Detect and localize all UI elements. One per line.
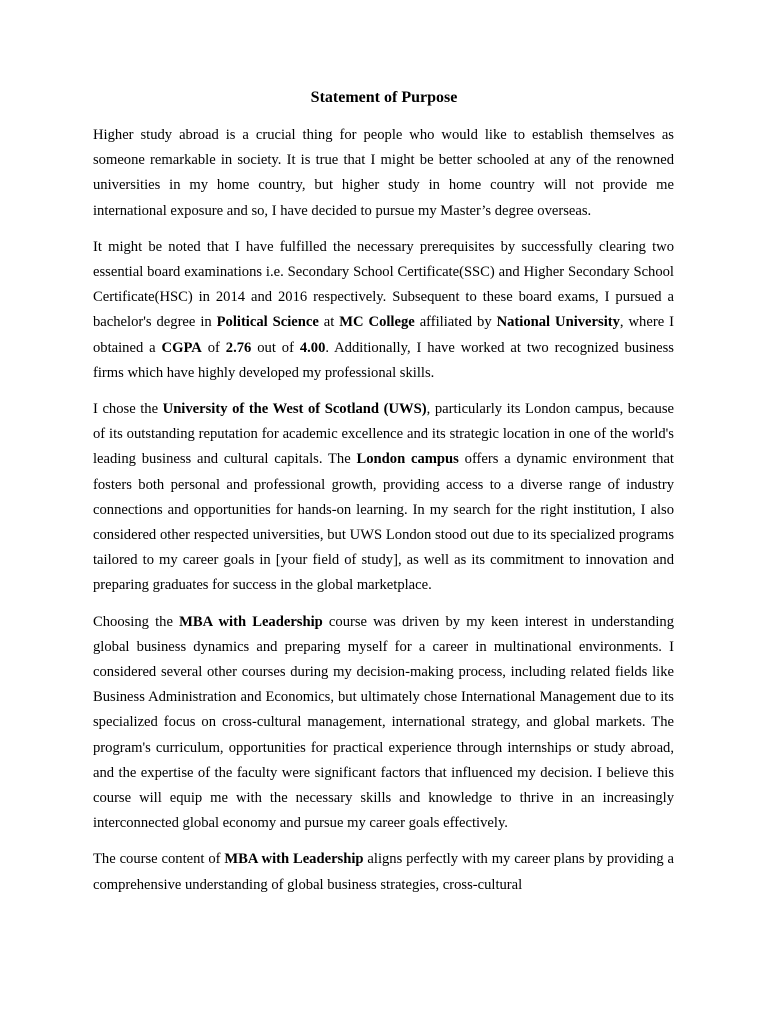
bold-text: 4.00 <box>299 339 326 356</box>
paragraph <box>93 235 674 386</box>
bold-text: London campus <box>356 451 459 468</box>
text-run: at <box>318 314 340 331</box>
text-run: . Additionally, I have worked at two recognized business firms which have highly developed my professional skills. <box>93 339 674 381</box>
text-run: It might be noted that I have fulfilled the necessary prerequisites by successfully clearing two essential board examinations i.e. Secondary School Certificate(SSC) and Higher Secondary School Certificate(HSC) in 2014 and 2016 respectively. Subsequent to these board exams, I pursued a bachelor's degree in <box>93 238 674 331</box>
bold-text: Political Science <box>216 314 319 331</box>
bold-text: 2.76 <box>225 339 252 356</box>
text-run: , where I obtained a <box>93 314 674 356</box>
text-run: offers a dynamic environment that fosters both personal and professional growth, providing access to a diverse range of industry connections and opportunities for hands-on learning. In my search for the right institution, I also considered other respected universities, but UWS London stood out due to its specialized programs tailored to my career goals in [your field of study], as well as its commitment to innovation and preparing graduates for success in the global marketplace. <box>93 451 674 594</box>
bold-text: MBA with Leadership <box>224 851 364 868</box>
bold-text: University of the West of Scotland (UWS) <box>162 401 427 418</box>
paragraph <box>93 123 674 224</box>
bold-text: MBA with Leadership <box>179 613 323 630</box>
document-title: Statement of Purpose <box>310 89 458 106</box>
bold-text: CGPA <box>161 339 202 356</box>
text-run: Higher study abroad is a crucial thing for people who would like to establish themselves as someone remarkable in society. It is true that I might be better schooled at any of the renowned universities in my home country, but higher study in home country will not provide me international exposure and so, I have decided to pursue my Master’s degree overseas. <box>93 127 674 219</box>
text-run: affiliated by <box>414 314 497 331</box>
text-run: Choosing the <box>93 613 180 630</box>
paragraph <box>93 610 674 837</box>
text-run: The course content of <box>93 851 225 868</box>
text-run: , particularly its London campus, because of its outstanding reputation for academic excellence and its strategic location in one of the world's leading business and cultural capitals. The <box>93 401 674 468</box>
bold-text: MC College <box>339 314 415 331</box>
text-run: course was driven by my keen interest in understanding global business dynamics and preparing myself for a career in multinational environments. I considered several other courses during my decision-making process, including related fields like Business Administration and Economics, but ultimately chose International Management due to its specialized focus on cross-cultural management, international strategy, and global markets. The program's curriculum, opportunities for practical experience through internships or study abroad, and the expertise of the faculty were significant factors that influenced my decision. I believe this course will equip me with the necessary skills and knowledge to thrive in an increasingly interconnected global economy and pursue my career goals effectively. <box>93 613 674 832</box>
text-run: aligns perfectly with my career plans by providing a comprehensive understanding of global business strategies, cross-cultural <box>93 851 675 893</box>
bold-text: National University <box>496 314 620 331</box>
text-run: of <box>201 339 226 356</box>
paragraph <box>93 847 674 897</box>
text-run: out of <box>251 339 300 356</box>
paragraph <box>93 397 674 599</box>
text-run: I chose the <box>93 401 163 418</box>
document-body <box>93 123 674 909</box>
